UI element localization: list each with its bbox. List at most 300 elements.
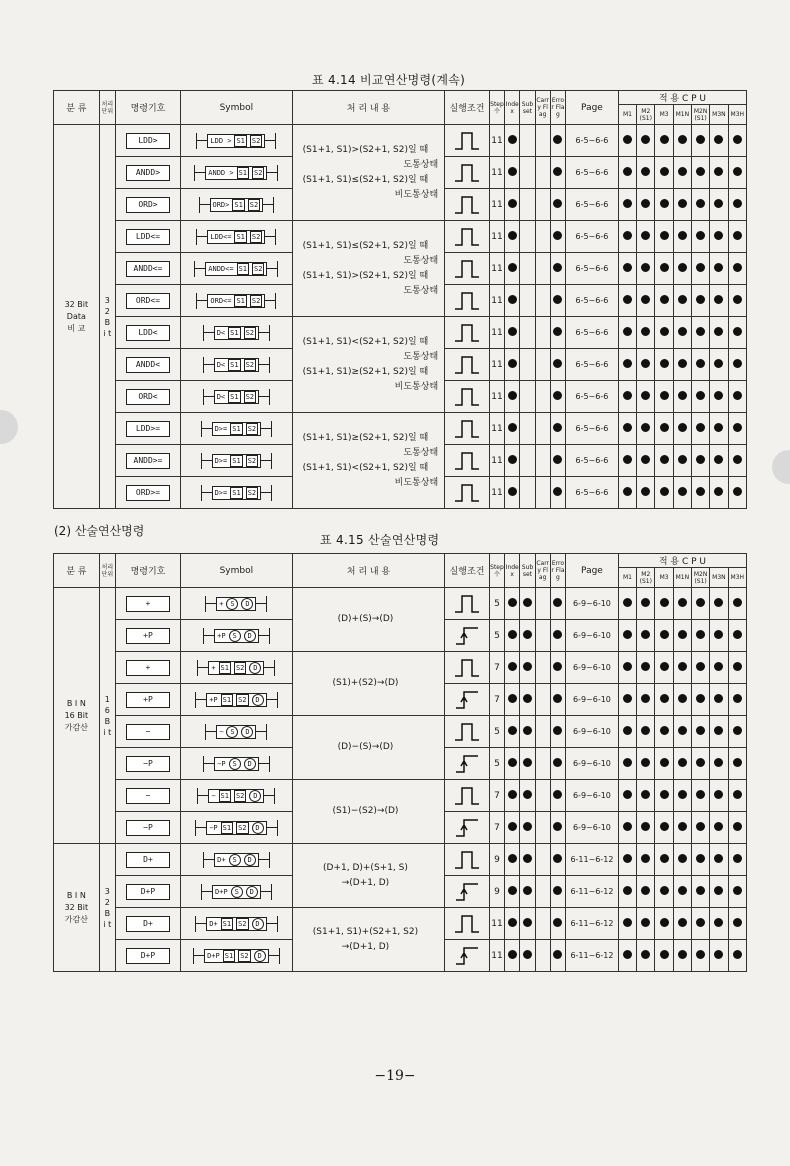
flag-cell	[535, 413, 550, 445]
symbol-cell	[180, 940, 292, 972]
ladder-wire	[259, 396, 269, 397]
command-label: +	[126, 660, 170, 676]
cpu-cell	[637, 445, 655, 477]
ladder-wire	[267, 699, 277, 700]
cpu-cell	[618, 477, 636, 509]
operand-s1: S1	[222, 919, 232, 928]
cpu-cell	[673, 477, 691, 509]
step-cell: 9	[489, 876, 504, 908]
operand-s1: S1	[222, 823, 232, 832]
instruction-operator: LDD >	[210, 136, 232, 145]
flag-cell	[550, 812, 565, 844]
description-line: (S1+1, S1)>(S2+1, S2)일 때	[302, 270, 429, 281]
condition-cell	[445, 221, 490, 253]
operand-s2: S2	[238, 695, 247, 704]
step-cell: 11	[489, 445, 504, 477]
cpu-cell	[691, 908, 709, 940]
on-condition-waveform-icon	[452, 194, 482, 216]
operand-s: S	[226, 598, 238, 610]
supported-dot	[641, 886, 650, 895]
rising-edge-pulse-icon	[452, 753, 482, 775]
cpu-cell	[655, 620, 673, 652]
on-condition-waveform-icon	[452, 386, 482, 408]
ladder-rail	[275, 133, 276, 149]
step-cell: 5	[489, 620, 504, 652]
cpu-cell	[655, 381, 673, 413]
page-cell: 6-9~6-10	[566, 588, 619, 620]
ladder-rail	[271, 421, 272, 437]
on-condition-waveform-icon	[452, 322, 482, 344]
supported-dot	[553, 694, 562, 703]
on-condition-waveform-icon	[452, 721, 482, 743]
description-cell	[292, 317, 444, 413]
supported-dot	[678, 886, 687, 895]
cpu-cell	[618, 620, 636, 652]
operand-s2: S2	[235, 663, 245, 672]
cpu-header: M3N	[710, 568, 728, 588]
page-cell: 6-5~6-6	[566, 445, 619, 477]
operand-s2: S2	[247, 488, 257, 497]
ladder-symbol	[181, 748, 292, 779]
supported-dot	[733, 694, 742, 703]
supported-dot	[678, 359, 687, 368]
symbol-cell	[180, 381, 292, 413]
cpu-cell	[728, 189, 746, 221]
cpu-cell	[691, 652, 709, 684]
on-condition-waveform-icon	[452, 162, 482, 184]
ladder-symbol	[181, 652, 292, 683]
supported-dot	[696, 295, 705, 304]
cpu-cell	[655, 349, 673, 381]
cpu-cell	[637, 317, 655, 349]
cpu-cell	[691, 620, 709, 652]
supported-dot	[714, 487, 723, 496]
command-label: −P	[126, 820, 170, 836]
supported-dot	[714, 694, 723, 703]
flag-cell	[550, 285, 565, 317]
operand-s2: S2	[247, 424, 257, 433]
cpu-cell	[655, 780, 673, 812]
command-label: LDD<=	[126, 229, 170, 245]
ladder-wire	[200, 204, 210, 205]
supported-dot	[523, 662, 532, 671]
step-cell: 11	[489, 477, 504, 509]
cpu-cell	[673, 349, 691, 381]
ladder-wire	[204, 635, 214, 636]
instruction-block	[205, 262, 267, 276]
page-cell: 6-9~6-10	[566, 620, 619, 652]
supported-dot	[733, 726, 742, 735]
description-line: →(D+1, D)	[341, 877, 390, 888]
command-label: ANDD>=	[126, 453, 170, 469]
supported-dot	[508, 327, 517, 336]
condition-cell	[445, 748, 490, 780]
cpu-cell	[673, 413, 691, 445]
command-cell	[115, 716, 180, 748]
on-condition-waveform-icon	[452, 418, 482, 440]
description-line: (S1+1, S1)≤(S2+1, S2)일 때	[302, 174, 429, 185]
instruction-block	[205, 166, 267, 180]
operand-s1: S1	[238, 264, 248, 273]
cpu-cell	[655, 413, 673, 445]
flag-cell	[505, 908, 520, 940]
cpu-cell	[710, 908, 728, 940]
supported-dot	[523, 790, 532, 799]
supported-dot	[696, 918, 705, 927]
supported-dot	[714, 391, 723, 400]
command-cell	[115, 844, 180, 876]
command-label: LDD>=	[126, 421, 170, 437]
flag-cell	[520, 157, 535, 189]
instruction-block	[206, 693, 266, 707]
supported-dot	[660, 662, 669, 671]
cpu-cell	[710, 812, 728, 844]
cpu-cell	[673, 716, 691, 748]
supported-dot	[660, 726, 669, 735]
flag-cell	[535, 285, 550, 317]
step-cell: 11	[489, 221, 504, 253]
flag-cell	[520, 876, 535, 908]
operand-s2: S2	[245, 392, 255, 401]
cpu-cell	[673, 780, 691, 812]
col-symbol: Symbol	[180, 554, 292, 588]
col-description: 처 리 내 용	[292, 91, 444, 125]
flag-cell	[505, 812, 520, 844]
rising-edge-pulse-icon	[452, 945, 482, 967]
command-cell	[115, 780, 180, 812]
supported-dot	[678, 455, 687, 464]
symbol-cell	[180, 908, 292, 940]
supported-dot	[641, 487, 650, 496]
category-cell	[54, 125, 100, 509]
supported-dot	[733, 822, 742, 831]
ladder-rail	[271, 884, 272, 900]
cpu-cell	[618, 125, 636, 157]
ladder-wire	[195, 172, 205, 173]
ladder-wire	[267, 172, 277, 173]
supported-dot	[678, 327, 687, 336]
cpu-cell	[691, 221, 709, 253]
cpu-cell	[728, 716, 746, 748]
step-cell: 11	[489, 940, 504, 972]
step-cell: 5	[489, 716, 504, 748]
cpu-cell	[655, 876, 673, 908]
supported-dot	[508, 423, 517, 432]
cpu-cell	[691, 844, 709, 876]
cpu-cell	[673, 285, 691, 317]
ladder-rail	[277, 165, 278, 181]
instruction-block	[214, 629, 258, 643]
cpu-cell	[618, 652, 636, 684]
supported-dot	[714, 327, 723, 336]
cpu-cell	[728, 381, 746, 413]
flag-cell	[535, 317, 550, 349]
symbol-cell	[180, 652, 292, 684]
ladder-wire	[196, 699, 206, 700]
description-cell	[292, 221, 444, 317]
operand-s1: S1	[236, 296, 245, 305]
cpu-cell	[710, 253, 728, 285]
supported-dot	[678, 167, 687, 176]
supported-dot	[641, 950, 650, 959]
description-line: 도통상태	[403, 255, 439, 266]
command-cell	[115, 477, 180, 509]
category-line: 32 Bit	[64, 299, 89, 309]
page-cell: 6-11~6-12	[566, 908, 619, 940]
col-step: Step수	[489, 554, 504, 588]
supported-dot	[641, 455, 650, 464]
unit-cell	[99, 588, 115, 844]
supported-dot	[696, 886, 705, 895]
supported-dot	[553, 918, 562, 927]
cpu-header: M3	[655, 568, 673, 588]
supported-dot	[714, 662, 723, 671]
cpu-cell	[618, 684, 636, 716]
supported-dot	[678, 758, 687, 767]
ladder-wire	[204, 364, 214, 365]
supported-dot	[678, 231, 687, 240]
flag-cell	[550, 940, 565, 972]
supported-dot	[733, 758, 742, 767]
condition-cell	[445, 253, 490, 285]
cpu-cell	[637, 940, 655, 972]
cpu-cell	[618, 317, 636, 349]
cpu-cell	[691, 125, 709, 157]
ladder-wire	[267, 923, 277, 924]
unit-cell	[99, 125, 115, 509]
page-cell: 6-5~6-6	[566, 413, 619, 445]
supported-dot	[623, 726, 632, 735]
ladder-symbol	[181, 253, 292, 284]
ladder-wire	[195, 268, 205, 269]
ladder-wire	[197, 236, 207, 237]
description-cell	[292, 413, 444, 509]
operand-s2: S2	[249, 200, 259, 209]
on-condition-waveform-icon	[452, 450, 482, 472]
supported-dot	[678, 598, 687, 607]
instruction-block	[214, 326, 259, 340]
unit-cell	[99, 844, 115, 972]
description-line: (D)−(S)→(D)	[337, 742, 394, 752]
cpu-cell	[728, 684, 746, 716]
command-label: +	[126, 596, 170, 612]
supported-dot	[508, 758, 517, 767]
flag-cell	[550, 477, 565, 509]
ladder-wire	[194, 955, 204, 956]
flag-cell	[535, 844, 550, 876]
symbol-cell	[180, 157, 292, 189]
ladder-rail	[277, 692, 278, 708]
supported-dot	[508, 167, 517, 176]
flag-cell	[505, 620, 520, 652]
command-label: −P	[126, 756, 170, 772]
cpu-cell	[710, 844, 728, 876]
col-carry: Carry Flag	[535, 554, 550, 588]
condition-cell	[445, 189, 490, 221]
condition-cell	[445, 652, 490, 684]
cpu-cell	[637, 125, 655, 157]
supported-dot	[714, 790, 723, 799]
cpu-cell	[637, 652, 655, 684]
supported-dot	[623, 327, 632, 336]
supported-dot	[508, 135, 517, 144]
instruction-block	[212, 454, 262, 468]
operand-d: D	[244, 854, 256, 866]
operand-s2: S2	[251, 296, 261, 305]
instruction-operator: D>=	[214, 456, 228, 465]
operand-s1: S1	[232, 424, 241, 433]
condition-cell	[445, 908, 490, 940]
category-line: B I N	[66, 890, 86, 900]
flag-cell	[505, 221, 520, 253]
ladder-symbol	[181, 221, 292, 252]
supported-dot	[508, 455, 517, 464]
on-condition-waveform-icon	[452, 849, 482, 871]
supported-dot	[623, 295, 632, 304]
flag-cell	[505, 189, 520, 221]
cpu-cell	[691, 477, 709, 509]
flag-cell	[535, 189, 550, 221]
cpu-cell	[655, 588, 673, 620]
command-cell	[115, 317, 180, 349]
flag-cell	[505, 445, 520, 477]
command-cell	[115, 253, 180, 285]
supported-dot	[623, 918, 632, 927]
supported-dot	[553, 726, 562, 735]
ladder-symbol	[181, 908, 292, 939]
instruction-block	[212, 885, 261, 899]
supported-dot	[696, 790, 705, 799]
category-line: B I N	[66, 698, 86, 708]
supported-dot	[523, 950, 532, 959]
supported-dot	[714, 295, 723, 304]
condition-cell	[445, 381, 490, 413]
cpu-cell	[728, 844, 746, 876]
page-number: −19−	[374, 1068, 416, 1084]
ladder-wire	[204, 859, 214, 860]
supported-dot	[714, 758, 723, 767]
instruction-block	[206, 821, 266, 835]
supported-dot	[660, 391, 669, 400]
symbol-cell	[180, 285, 292, 317]
flag-cell	[550, 748, 565, 780]
flag-cell	[520, 748, 535, 780]
supported-dot	[678, 263, 687, 272]
description-cell	[292, 588, 444, 652]
supported-dot	[553, 263, 562, 272]
flag-cell	[550, 189, 565, 221]
flag-cell	[505, 780, 520, 812]
unit-label: 16 B i t	[103, 694, 112, 737]
section-heading: (2) 산술연산명령	[54, 524, 145, 538]
supported-dot	[553, 167, 562, 176]
unit-label: 32 B i t	[103, 295, 112, 338]
supported-dot	[623, 758, 632, 767]
cpu-cell	[637, 221, 655, 253]
flag-cell	[520, 349, 535, 381]
operand-d: D	[244, 758, 256, 770]
col-step: Step수	[489, 91, 504, 125]
flag-cell	[535, 684, 550, 716]
cpu-cell	[637, 620, 655, 652]
condition-cell	[445, 620, 490, 652]
supported-dot	[733, 423, 742, 432]
cpu-cell	[673, 588, 691, 620]
cpu-header: M3	[655, 105, 673, 125]
supported-dot	[660, 327, 669, 336]
cpu-cell	[710, 381, 728, 413]
table-4-14-caption: 표 4.14 비교연산명령(계속)	[312, 73, 466, 87]
symbol-cell	[180, 876, 292, 908]
cpu-cell	[691, 285, 709, 317]
symbol-cell	[180, 349, 292, 381]
flag-cell	[535, 876, 550, 908]
page-cell: 6-9~6-10	[566, 812, 619, 844]
cpu-cell	[691, 381, 709, 413]
flag-cell	[535, 381, 550, 413]
flag-cell	[520, 413, 535, 445]
supported-dot	[553, 854, 562, 863]
supported-dot	[623, 167, 632, 176]
col-index: Index	[505, 91, 520, 125]
flag-cell	[520, 285, 535, 317]
supported-dot	[678, 950, 687, 959]
flag-cell	[520, 652, 535, 684]
table-row	[54, 125, 747, 157]
supported-dot	[523, 758, 532, 767]
page-cell: 6-11~6-12	[566, 876, 619, 908]
supported-dot	[623, 790, 632, 799]
on-condition-waveform-icon	[452, 913, 482, 935]
supported-dot	[660, 487, 669, 496]
category-line: Data	[66, 311, 86, 321]
supported-dot	[508, 231, 517, 240]
condition-cell	[445, 876, 490, 908]
flag-cell	[520, 940, 535, 972]
supported-dot	[523, 694, 532, 703]
symbol-cell	[180, 684, 292, 716]
command-label: ANDD>	[126, 165, 170, 181]
cpu-cell	[618, 908, 636, 940]
col-cpu: 적 용 C P U	[618, 554, 746, 568]
description-line: (S1+1, S1)≥(S2+1, S2)일 때	[302, 366, 429, 377]
ladder-symbol	[181, 189, 292, 220]
cpu-cell	[618, 413, 636, 445]
category-line: 가감산	[64, 914, 88, 924]
cpu-cell	[710, 588, 728, 620]
page-cell: 6-9~6-10	[566, 748, 619, 780]
cpu-cell	[691, 780, 709, 812]
description-line: 도통상태	[403, 159, 439, 170]
cpu-cell	[618, 940, 636, 972]
supported-dot	[641, 423, 650, 432]
instruction-block	[204, 949, 269, 963]
operand-s: S	[229, 758, 241, 770]
description-line: 도통상태	[403, 351, 439, 362]
flag-cell	[505, 588, 520, 620]
step-cell: 11	[489, 349, 504, 381]
flag-cell	[520, 253, 535, 285]
command-cell	[115, 588, 180, 620]
operand-s2: S2	[245, 328, 255, 337]
page-cell: 6-5~6-6	[566, 125, 619, 157]
supported-dot	[508, 598, 517, 607]
supported-dot	[508, 950, 517, 959]
flag-cell	[520, 716, 535, 748]
flag-cell	[520, 908, 535, 940]
cpu-cell	[728, 652, 746, 684]
cpu-cell	[691, 349, 709, 381]
